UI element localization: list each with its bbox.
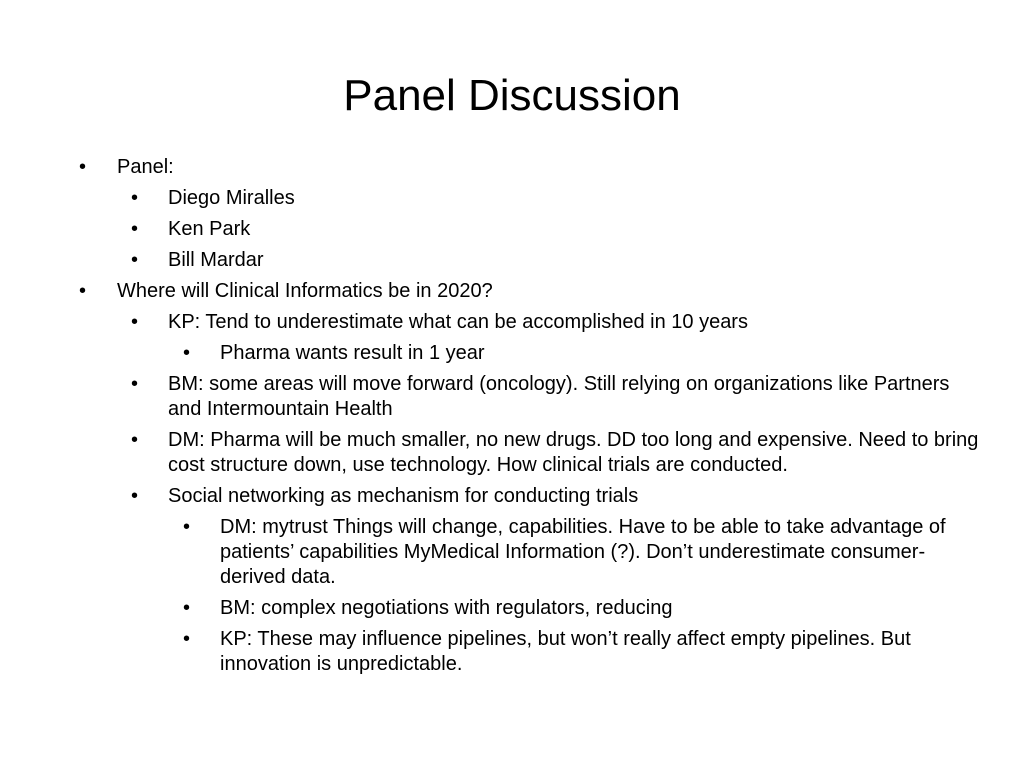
bullet-text: DM: Pharma will be much smaller, no new drugs. DD too long and expensive. Need to bring cost structure down, use technology. How clinical trials are conducted.: [168, 429, 979, 476]
bullet-dot-icon: •: [183, 597, 191, 619]
bullet-dot-icon: •: [183, 628, 191, 650]
list-item: [0, 248, 1024, 273]
bullet-text: KP: Tend to underestimate what can be accomplished in 10 years: [168, 311, 748, 333]
bullet-text: Where will Clinical Informatics be in 2020?: [117, 280, 493, 302]
bullet-dot-icon: •: [131, 373, 139, 395]
list-item: [0, 627, 1024, 677]
bullet-text: BM: some areas will move forward (oncology). Still relying on organizations like Partners and Intermountain Health: [168, 373, 950, 420]
bullet-dot-icon: •: [79, 280, 87, 302]
bullet-text: Bill Mardar: [168, 249, 264, 271]
list-item: [0, 310, 1024, 335]
bullet-dot-icon: •: [131, 187, 139, 209]
bullet-text: Ken Park: [168, 218, 251, 240]
list-item: [0, 428, 1024, 478]
list-item: [0, 186, 1024, 211]
bullet-text: BM: complex negotiations with regulators, reducing: [220, 597, 673, 619]
bullet-dot-icon: •: [183, 516, 191, 538]
list-item: [0, 515, 1024, 590]
bullet-dot-icon: •: [183, 342, 191, 364]
bullet-dot-icon: •: [131, 429, 139, 451]
list-item: [0, 155, 1024, 180]
bullet-dot-icon: •: [79, 156, 87, 178]
bullet-text: Social networking as mechanism for conducting trials: [168, 485, 639, 507]
list-item: [0, 596, 1024, 621]
bullet-dot-icon: •: [131, 218, 139, 240]
list-item: [0, 372, 1024, 422]
bullet-list: [0, 155, 1024, 677]
bullet-dot-icon: •: [131, 311, 139, 333]
bullet-dot-icon: •: [131, 249, 139, 271]
list-item: [0, 341, 1024, 366]
list-item: [0, 217, 1024, 242]
bullet-text: DM: mytrust Things will change, capabilities. Have to be able to take advantage of patients’ capabilities MyMedical Information (?). Don’t underestimate consumer-derived data.: [220, 516, 946, 588]
bullet-text: KP: These may influence pipelines, but won’t really affect empty pipelines. But innovation is unpredictable.: [220, 628, 911, 675]
bullet-text: Diego Miralles: [168, 187, 295, 209]
bullet-text: Panel:: [117, 156, 174, 178]
slide-title: Panel Discussion: [343, 71, 681, 120]
list-item: [0, 484, 1024, 509]
bullet-text: Pharma wants result in 1 year: [220, 342, 485, 364]
list-item: [0, 279, 1024, 304]
bullet-dot-icon: •: [131, 485, 139, 507]
